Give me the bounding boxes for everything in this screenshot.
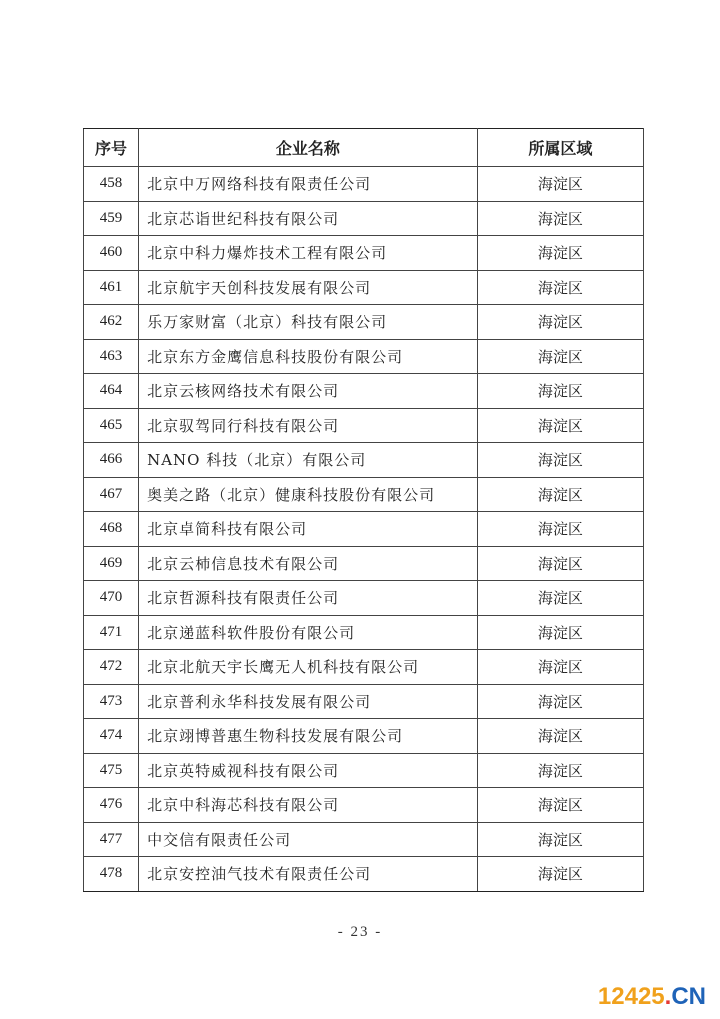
- region: 海淀区: [477, 339, 643, 374]
- page-number: - 23 -: [337, 924, 383, 940]
- region: 海淀区: [477, 236, 643, 271]
- company-name: NANO 科技（北京）有限公司: [139, 443, 478, 478]
- region: 海淀区: [477, 753, 643, 788]
- region: 海淀区: [477, 684, 643, 719]
- company-name: 北京英特威视科技有限公司: [139, 753, 478, 788]
- table-row: [84, 581, 644, 616]
- row-number: 474: [84, 719, 139, 754]
- region: 海淀区: [477, 512, 643, 547]
- row-number: 467: [84, 477, 139, 512]
- watermark-number: 12425: [597, 983, 665, 1010]
- region: 海淀区: [477, 857, 643, 892]
- company-name: 北京芯诣世纪科技有限公司: [139, 201, 478, 236]
- row-number: 461: [84, 270, 139, 305]
- company-name: 北京递蓝科软件股份有限公司: [139, 615, 478, 650]
- region: 海淀区: [477, 822, 643, 857]
- company-name: 北京航宇天创科技发展有限公司: [139, 270, 478, 305]
- table-row: [84, 512, 644, 547]
- row-number: 463: [84, 339, 139, 374]
- company-name: 北京云核网络技术有限公司: [139, 374, 478, 409]
- region: 海淀区: [477, 167, 643, 202]
- watermark-suffix: CN: [671, 983, 706, 1010]
- row-number: 472: [84, 650, 139, 685]
- table-row: [84, 236, 644, 271]
- row-number: 458: [84, 167, 139, 202]
- row-number: 475: [84, 753, 139, 788]
- company-name: 北京北航天宇长鹰无人机科技有限公司: [139, 650, 478, 685]
- company-name: 北京普利永华科技发展有限公司: [139, 684, 478, 719]
- region: 海淀区: [477, 788, 643, 823]
- watermark-dot: .: [664, 983, 672, 1010]
- company-name: 北京中万网络科技有限责任公司: [139, 167, 478, 202]
- table-row: [84, 270, 644, 305]
- company-name: 北京翊博普惠生物科技发展有限公司: [139, 719, 478, 754]
- row-number: 465: [84, 408, 139, 443]
- table-row: [84, 615, 644, 650]
- table-row: [84, 305, 644, 340]
- table-row: [84, 477, 644, 512]
- table-row: [84, 719, 644, 754]
- table-row: [84, 339, 644, 374]
- region: 海淀区: [477, 546, 643, 581]
- table-row: [84, 201, 644, 236]
- region: 海淀区: [477, 408, 643, 443]
- company-name: 奥美之路（北京）健康科技股份有限公司: [139, 477, 478, 512]
- company-name: 中交信有限责任公司: [139, 822, 478, 857]
- region: 海淀区: [477, 615, 643, 650]
- company-name: 北京东方金鹰信息科技股份有限公司: [139, 339, 478, 374]
- site-watermark-logo: [598, 983, 706, 1011]
- company-name: 北京中科海芯科技有限公司: [139, 788, 478, 823]
- table-row: [84, 167, 644, 202]
- table-row: [84, 374, 644, 409]
- region: 海淀区: [477, 477, 643, 512]
- enterprise-table: [83, 128, 644, 892]
- region: 海淀区: [477, 719, 643, 754]
- table-row: [84, 443, 644, 478]
- row-number: 466: [84, 443, 139, 478]
- company-name: 北京中科力爆炸技术工程有限公司: [139, 236, 478, 271]
- region: 海淀区: [477, 201, 643, 236]
- company-name: 北京云杮信息技术有限公司: [139, 546, 478, 581]
- table-row: [84, 788, 644, 823]
- region: 海淀区: [477, 374, 643, 409]
- header-name: 企业名称: [139, 129, 478, 167]
- table-body: [84, 167, 644, 892]
- header-no: 序号: [84, 129, 139, 167]
- row-number: 476: [84, 788, 139, 823]
- company-name: 乐万家财富（北京）科技有限公司: [139, 305, 478, 340]
- table-row: [84, 822, 644, 857]
- table-row: [84, 650, 644, 685]
- region: 海淀区: [477, 581, 643, 616]
- region: 海淀区: [477, 650, 643, 685]
- table-row: [84, 408, 644, 443]
- row-number: 473: [84, 684, 139, 719]
- company-name: 北京卓简科技有限公司: [139, 512, 478, 547]
- row-number: 478: [84, 857, 139, 892]
- row-number: 468: [84, 512, 139, 547]
- table-row: [84, 546, 644, 581]
- region: 海淀区: [477, 443, 643, 478]
- row-number: 459: [84, 201, 139, 236]
- table-row: [84, 753, 644, 788]
- row-number: 469: [84, 546, 139, 581]
- company-name: 北京驭驾同行科技有限公司: [139, 408, 478, 443]
- table-row: [84, 684, 644, 719]
- row-number: 462: [84, 305, 139, 340]
- company-name: 北京哲源科技有限责任公司: [139, 581, 478, 616]
- company-name: 北京安控油气技术有限责任公司: [139, 857, 478, 892]
- row-number: 470: [84, 581, 139, 616]
- row-number: 471: [84, 615, 139, 650]
- row-number: 464: [84, 374, 139, 409]
- region: 海淀区: [477, 305, 643, 340]
- header-region: 所属区域: [477, 129, 643, 167]
- row-number: 477: [84, 822, 139, 857]
- table-header: [84, 129, 644, 167]
- row-number: 460: [84, 236, 139, 271]
- table-row: [84, 857, 644, 892]
- region: 海淀区: [477, 270, 643, 305]
- header-row: [84, 129, 644, 167]
